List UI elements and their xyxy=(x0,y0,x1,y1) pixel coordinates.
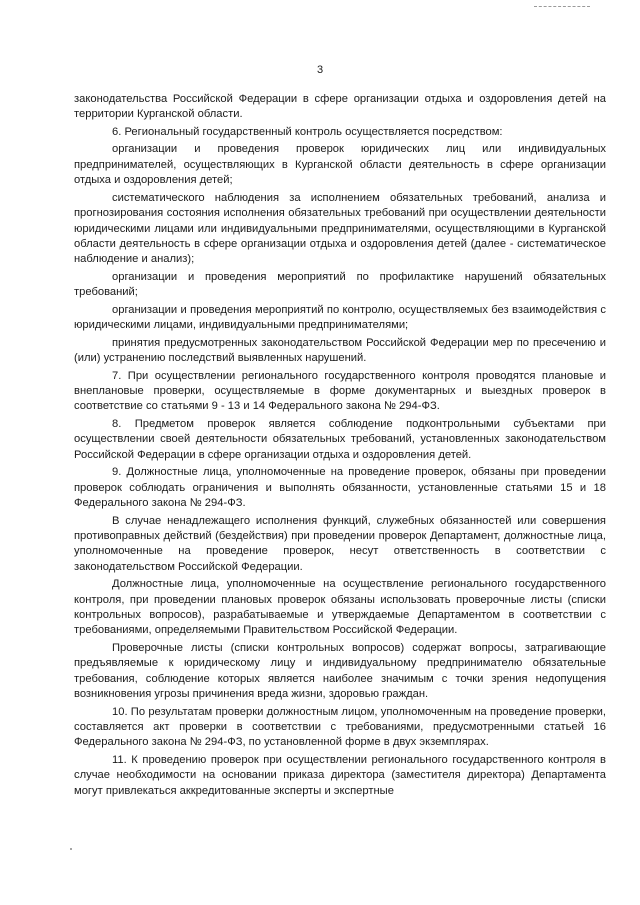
paragraph: 9. Должностные лица, уполномоченные на проведение проверок, обязаны при проведении проверок соблюдать ограничения и выполнять обязанности, установленные статьями 15 и 18 Федерального закона № 294-ФЗ. xyxy=(74,466,606,509)
paragraph: Проверочные листы (списки контрольных вопросов) содержат вопросы, затрагивающие предъявляемые к юридическому лицу и индивидуальному предпринимателю обязательные требования, соблюдение которых является наиболее значимым с точки зрения недопущения возникновения угрозы причинения вреда жизни, здоровью граждан. xyxy=(74,641,606,701)
paragraph: 8. Предметом проверок является соблюдение подконтрольными субъектами при осуществлении своей деятельности обязательных требований, установленных законодательством Российской Федерации в сфере организации отдыха и оздоровления детей. xyxy=(74,417,606,461)
paragraph: организации и проведения мероприятий по контролю, осуществляемых без взаимодействия с юридическими лицами, индивидуальными предпринимателями; xyxy=(74,303,606,332)
paragraph: 11. К проведению проверок при осуществлении регионального государственного контроля в случае необходимости на основании приказа директора (заместителя директора) Департамента могут привлекаться аккредитованные эксперты и экспертные xyxy=(74,753,606,797)
scan-artifact-dot xyxy=(70,848,72,850)
document-body xyxy=(74,92,606,801)
page-number: 3 xyxy=(316,64,324,76)
paragraph: Должностные лица, уполномоченные на осуществление регионального государственного контроля, при проведении плановых проверок обязаны использовать проверочные листы (списки контрольных вопросов), разрабатываемые и утверждаемые Департаментом в соответствии с требованиями, определяемыми Правительством Российской Федерации. xyxy=(74,578,606,637)
paragraph: принятия предусмотренных законодательством Российской Федерации мер по пресечению и (или) устранению последствий выявленных нарушений. xyxy=(74,336,606,365)
paragraph: 10. По результатам проверки должностным лицом, уполномоченным на проведение проверки, составляется акт проверки в соответствии с требованиями, предусмотренными статьей 16 Федерального закона № 294-ФЗ, по установленной форме в двух экземплярах. xyxy=(74,705,606,749)
paragraph: 7. При осуществлении регионального государственного контроля проводятся плановые и внеплановые проверки, осуществляемые в форме документарных и выездных проверок в соответствие со статьями 9 - 13 и 14 Федерального закона № 294-ФЗ. xyxy=(74,369,606,413)
paragraph: организации и проведения мероприятий по профилактике нарушений обязательных требований; xyxy=(74,270,606,299)
paragraph: систематического наблюдения за исполнением обязательных требований, анализа и прогнозирования состояния исполнения обязательных требований при осуществлении деятельности юридическими лицами или индивидуальными предпринимателями, осуществляющими в Курганской области деятельность в сфере организации отдыха и оздоровления детей (далее - систематическое наблюдение и анализ); xyxy=(74,191,606,266)
scan-artifact-line xyxy=(534,6,590,7)
paragraph: В случае ненадлежащего исполнения функций, служебных обязанностей или совершения противоправных действий (бездействия) при проведении проверок Департамент, должностные лица, уполномоченные на проведение проверок, несут ответственность в соответствии с законодательством Российской Федерации. xyxy=(74,514,606,573)
paragraph: организации и проведения проверок юридических лиц или индивидуальных предпринимателей, осуществляющих в Курганской области деятельность в сфере организации отдыха и оздоровления детей; xyxy=(74,143,606,187)
paragraph: законодательства Российской Федерации в сфере организации отдыха и оздоровления детей на территории Курганской области. xyxy=(74,93,606,121)
paragraph: 6. Региональный государственный контроль осуществляется посредством: xyxy=(112,125,503,138)
